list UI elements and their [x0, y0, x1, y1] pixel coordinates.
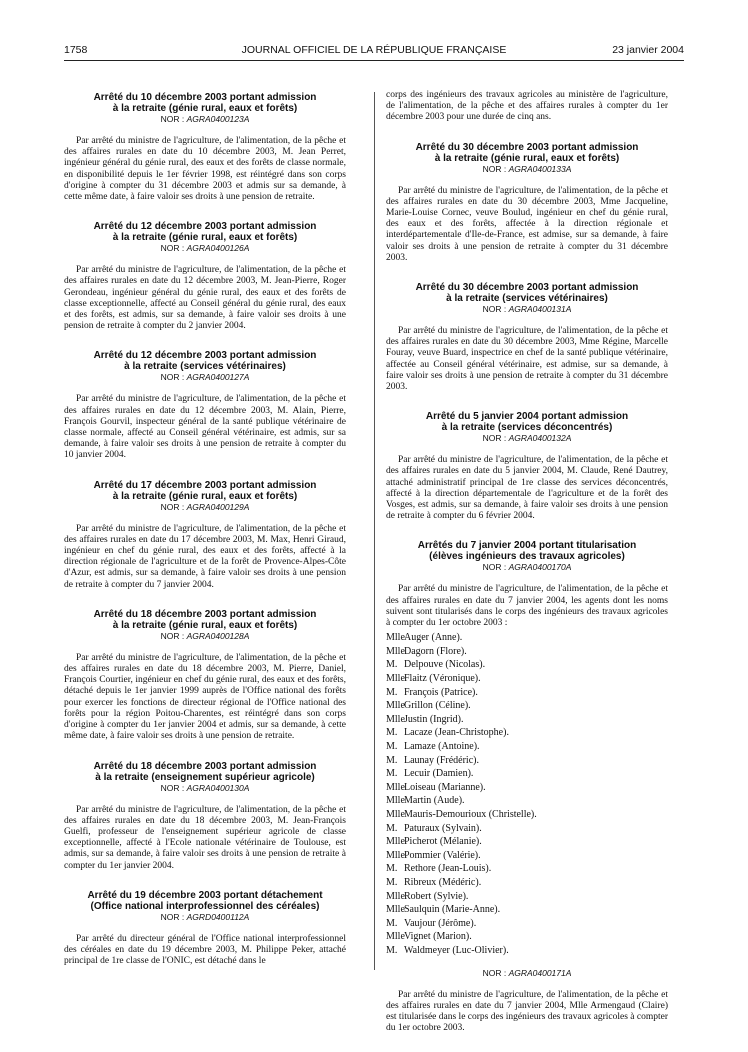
decree-title: Arrêté du 12 décembre 2003 portant admission [93, 221, 317, 233]
titularisation-section [386, 540, 668, 1034]
decree-body: Par arrêté du ministre de l'agriculture, de l'alimentation, de la pêche et des affaires rurales en date du 12 décembre 2003, M. Jean-Pierre, Roger Gerondeau, ingénieur général du génie rural, des eaux et des forêts de classe exceptionnelle, affecté au Conseil général du génie rural, des eaux et des forêts, est admis, sur sa demande, à faire valoir ses droits à une pension de retraite à compter du 2 janvier 2004. [64, 265, 346, 332]
list-item [386, 645, 668, 659]
decree-title: Arrêtés du 7 janvier 2004 portant titularisation [417, 540, 637, 552]
civility: Mlle [386, 849, 405, 861]
right-column [386, 90, 668, 1052]
nor-reference [386, 562, 668, 573]
person-name: Loiseau (Marianne). [404, 781, 486, 793]
person-name: Robert (Sylvie). [404, 890, 469, 902]
civility: Mlle [386, 809, 405, 820]
nor-code: AGRA0400126A [186, 243, 250, 254]
person-name: Lamaze (Antoine). [404, 741, 480, 753]
nor-code: AGRA0400129A [186, 501, 250, 512]
decree-section [64, 480, 346, 591]
nor-code: AGRA0400133A [508, 163, 572, 174]
decree-body: Par arrêté du ministre de l'agriculture, de l'alimentation, de la pêche et des affaires rurales en date du 7 janvier 2004, Mlle Armengaud (Claire) est titularisée dans le corps des ingénieurs des travaux agricoles à compter du 1er octobre 2003. [386, 989, 668, 1034]
decree-subtitle: (élèves ingénieurs des travaux agricoles) [429, 551, 625, 563]
person-name: Lecuir (Damien). [404, 768, 474, 780]
decree-body: Par arrêté du ministre de l'agriculture, de l'alimentation, de la pêche et des affaires rurales en date du 12 décembre 2003, M. Alain, Pierre, François Gourvil, inspecteur général de la santé publique vétérinaire de classe normale, affecté au Conseil général vétérinaire, est admis, sur sa demande, à faire valoir ses droits à une pension de retraite à compter du 10 janvier 2004. [64, 394, 346, 461]
list-item [386, 686, 668, 700]
continued-text [386, 90, 668, 124]
list-item [386, 658, 668, 672]
civility: Mlle [386, 931, 405, 943]
nor-code: AGRA0400130A [186, 782, 250, 793]
list-item [386, 917, 668, 931]
nor-reference [64, 502, 346, 513]
nor-label: NOR : [160, 782, 187, 793]
nor-reference [64, 114, 346, 125]
decree-subtitle: à la retraite (génie rural, eaux et forêts) [112, 619, 298, 631]
nor-label: NOR : [160, 372, 187, 383]
names-list [386, 631, 668, 957]
list-item [386, 631, 668, 645]
nor-code: AGRA0400131A [508, 304, 572, 315]
decree-title: Arrêté du 30 décembre 2003 portant admission [415, 141, 639, 153]
list-item [386, 808, 668, 822]
decree-subtitle: à la retraite (génie rural, eaux et forêts) [112, 103, 298, 114]
decree-body-continued: corps des ingénieurs des travaux agricoles au ministère de l'agriculture, de l'alimentation, de la pêche et des affaires rurales à compter du 1er décembre 2003 pour une durée de cinq ans. [386, 90, 668, 123]
list-item [386, 794, 668, 808]
nor-code: AGRA0400127A [186, 372, 250, 383]
civility: Mlle [386, 795, 405, 807]
decree-section [386, 411, 668, 522]
nor-reference [386, 968, 668, 979]
person-name: Dagorn (Flore). [404, 645, 467, 657]
civility: Mlle [386, 700, 405, 712]
civility: M. [386, 686, 398, 698]
nor-reference [386, 164, 668, 175]
decree-subtitle: à la retraite (services déconcentrés) [441, 422, 613, 434]
person-name: Vignet (Marion). [404, 931, 472, 943]
nor-label: NOR : [482, 433, 509, 444]
decree-subtitle: à la retraite (services vétérinaires) [124, 361, 286, 373]
list-item [386, 944, 668, 958]
decree-body: Par arrêté du ministre de l'agriculture, de l'alimentation, de la pêche et des affaires rurales en date du 18 décembre 2003, M. Pierre, Daniel, François Courtier, ingénieur en chef du génie rural, des eaux et des forêts, détaché depuis le 1er janvier 1999 auprès de l'Office national des forêts pour exercer les fonctions de directeur régional de l'Office national des forêts pour la région Poitou-Charentes, est réintégré dans son corps d'origine à compter du 1er janvier 2004 et admis, sur sa demande, à cette même date, à faire valoir ses droits à une pension de retraite. [64, 652, 346, 742]
decree-title: Arrêté du 18 décembre 2003 portant admission [93, 760, 317, 772]
nor-code: AGRA0400123A [186, 114, 250, 124]
nor-reference [64, 243, 346, 254]
decree-subtitle: à la retraite (génie rural, eaux et forêts) [112, 490, 298, 502]
civility: Mlle [386, 781, 405, 793]
decree-body: Par arrêté du ministre de l'agriculture, de l'alimentation, de la pêche et des affaires rurales en date du 17 décembre 2003, M. Max, Henri Giraud, ingénieur en chef du génie rural, des eaux et des forêts, affecté à la direction régionale de l'agriculture et de la forêt de Provence-Alpes-Côte d'Azur, est admis, sur sa demande, à faire valoir ses droits à une pension de retraite à compter du 7 janvier 2004. [64, 523, 346, 590]
decree-subtitle: à la retraite (génie rural, eaux et forêts) [112, 232, 298, 244]
person-name: Rethore (Jean-Louis). [404, 863, 492, 875]
nor-label: NOR : [160, 114, 187, 124]
column-divider [374, 92, 375, 970]
header-rule [64, 60, 684, 61]
list-item [386, 822, 668, 836]
decree-section [386, 282, 668, 393]
list-item [386, 903, 668, 917]
nor-label: NOR : [160, 243, 187, 254]
person-name: Ribreux (Médéric). [404, 876, 482, 888]
nor-reference [64, 783, 346, 794]
nor-label: NOR : [160, 911, 187, 922]
civility: M. [386, 944, 398, 956]
list-item [386, 849, 668, 863]
nor-label: NOR : [482, 967, 509, 978]
nor-reference [64, 372, 346, 383]
person-name: Pommier (Valérie). [404, 849, 481, 861]
decree-subtitle: (Office national interprofessionnel des céréales) [90, 900, 320, 912]
person-name: Saulquin (Marie-Anne). [404, 904, 501, 916]
decree-title: Arrêté du 30 décembre 2003 portant admission [415, 282, 639, 294]
decree-section [64, 890, 346, 968]
civility: M. [386, 754, 398, 766]
civility: M. [386, 917, 398, 929]
nor-label: NOR : [482, 163, 509, 174]
running-header [64, 44, 684, 60]
civility: M. [386, 768, 398, 780]
list-item [386, 754, 668, 768]
decree-section [386, 142, 668, 264]
civility: Mlle [386, 836, 405, 848]
civility: Mlle [386, 904, 405, 916]
left-column [64, 92, 346, 985]
decree-title: Arrêté du 18 décembre 2003 portant admission [93, 608, 317, 620]
decree-body: Par arrêté du directeur général de l'Office national interprofessionnel des céréales en date du 19 décembre 2003, M. Philippe Peker, attaché principal de 1re classe de l'ONIC, est détaché dans le [64, 933, 346, 967]
page-number: 1758 [64, 44, 88, 56]
person-name: Picherot (Mélanie). [404, 836, 482, 848]
list-item [386, 672, 668, 686]
person-name: Vaujour (Jérôme). [404, 917, 477, 929]
decree-title: Arrêté du 19 décembre 2003 portant détachement [87, 889, 323, 901]
list-item [386, 862, 668, 876]
person-name: Mauris-Demourioux (Christelle). [404, 809, 537, 820]
decree-title: Arrêté du 5 janvier 2004 portant admission [425, 411, 629, 423]
civility: Mlle [386, 632, 405, 644]
person-name: Launay (Frédéric). [404, 754, 479, 766]
civility: M. [386, 822, 398, 834]
decree-body: Par arrêté du ministre de l'agriculture, de l'alimentation, de la pêche et des affaires rurales en date du 7 janvier 2004, les agents dont les noms suivent sont titularisés dans le corps des ingénieurs des travaux agricoles à compter du 1er octobre 2003 : [386, 584, 668, 629]
decree-section [64, 761, 346, 872]
civility: Mlle [386, 645, 405, 657]
list-item [386, 930, 668, 944]
decree-body: Par arrêté du ministre de l'agriculture, de l'alimentation, de la pêche et des affaires rurales en date du 18 décembre 2003, M. Jean-François Guelfi, professeur de l'enseignement supérieur agricole de classe exceptionnelle, affecté à l'Ecole nationale vétérinaire de Toulouse, est admis, sur sa demande, à faire valoir ses droits à une pension de retraite à compter du 1er janvier 2004. [64, 804, 346, 871]
person-name: Delpouve (Nicolas). [404, 659, 486, 671]
nor-code: AGRA0400170A [508, 562, 572, 573]
decree-title: Arrêté du 17 décembre 2003 portant admission [93, 479, 317, 491]
person-name: François (Patrice). [404, 686, 478, 698]
list-item [386, 740, 668, 754]
decree-section [64, 350, 346, 461]
list-item [386, 726, 668, 740]
person-name: Martin (Aude). [404, 795, 465, 807]
decree-subtitle: à la retraite (enseignement supérieur agricole) [95, 771, 315, 783]
nor-label: NOR : [160, 630, 187, 641]
list-item [386, 781, 668, 795]
nor-reference [386, 433, 668, 444]
decree-section [64, 609, 346, 743]
list-item [386, 699, 668, 713]
nor-code: AGRD0400112A [186, 911, 250, 922]
decree-section [64, 221, 346, 332]
person-name: Flaitz (Véronique). [404, 673, 481, 685]
person-name: Auger (Anne). [404, 632, 463, 644]
decree-subtitle: à la retraite (services vétérinaires) [446, 293, 608, 305]
civility: M. [386, 659, 398, 671]
decree-title: Arrêté du 12 décembre 2003 portant admission [93, 350, 317, 362]
person-name: Justin (Ingrid). [404, 713, 464, 725]
decree-body: Par arrêté du ministre de l'agriculture, de l'alimentation, de la pêche et des affaires rurales en date du 10 décembre 2003, M. Jean Perret, ingénieur général du génie rural, des eaux et des forêts de classe normale, en disponibilité depuis le 1er février 1998, est réintégré dans son corps d'origine à compter du 31 décembre 2003 et admis sur sa demande, à cette même date, à faire valoir ses droits à une pension de retraite. [64, 136, 346, 203]
civility: M. [386, 863, 398, 875]
nor-reference [64, 631, 346, 642]
civility: M. [386, 876, 398, 888]
person-name: Paturaux (Sylvain). [404, 822, 482, 834]
civility: M. [386, 727, 398, 739]
civility: M. [386, 741, 398, 753]
person-name: Waldmeyer (Luc-Olivier). [404, 944, 509, 956]
journal-title: JOURNAL OFFICIEL DE LA RÉPUBLIQUE FRANÇAISE [241, 44, 507, 56]
decree-section [64, 92, 346, 203]
list-item [386, 713, 668, 727]
nor-label: NOR : [160, 501, 187, 512]
civility: Mlle [386, 673, 405, 685]
list-item [386, 890, 668, 904]
issue-date: 23 janvier 2004 [612, 44, 684, 56]
decree-subtitle: à la retraite (génie rural, eaux et forêts) [434, 152, 620, 164]
nor-reference [386, 304, 668, 315]
list-item [386, 876, 668, 890]
decree-body: Par arrêté du ministre de l'agriculture, de l'alimentation, de la pêche et des affaires rurales en date du 5 janvier 2004, M. Claude, René Dautrey, attaché administratif principal de 1re classe des services déconcentrés, affecté à la direction départementale de l'agriculture et de la forêt des Vosges, est admis, sur sa demande, à faire valoir ses droits à une pension de retraite à compter du 6 février 2004. [386, 455, 668, 522]
list-item [386, 835, 668, 849]
nor-code: AGRA0400132A [508, 433, 572, 444]
decree-body: Par arrêté du ministre de l'agriculture, de l'alimentation, de la pêche et des affaires rurales en date du 30 décembre 2003, Mme Régine, Marcelle Fouray, veuve Buard, inspectrice en chef de la santé publique vétérinaire, affectée au Conseil général vétérinaire, est admise, sur sa demande, à faire valoir ses droits à une pension de retraite à compter du 31 décembre 2003. [386, 326, 668, 393]
decree-title: Arrêté du 10 décembre 2003 portant admission [93, 92, 317, 103]
nor-code: AGRA0400128A [186, 630, 250, 641]
list-item [386, 767, 668, 781]
nor-reference [64, 912, 346, 923]
nor-label: NOR : [482, 562, 509, 573]
civility: Mlle [386, 713, 405, 725]
decree-body: Par arrêté du ministre de l'agriculture, de l'alimentation, de la pêche et des affaires rurales en date du 30 décembre 2003, Mme Jacqueline, Marie-Louise Cornec, veuve Boulud, ingénieur en chef du génie rural, des eaux et des forêts, affectée à la direction régionale et interdépartementale d'Ile-de-France, est admise, sur sa demande, à faire valoir ses droits à une pension de retraite à compter du 31 décembre 2003. [386, 185, 668, 263]
civility: Mlle [386, 890, 405, 902]
person-name: Lacaze (Jean-Christophe). [404, 727, 509, 739]
nor-label: NOR : [482, 304, 509, 315]
person-name: Grillon (Céline). [404, 700, 471, 712]
nor-code: AGRA0400171A [508, 967, 572, 978]
